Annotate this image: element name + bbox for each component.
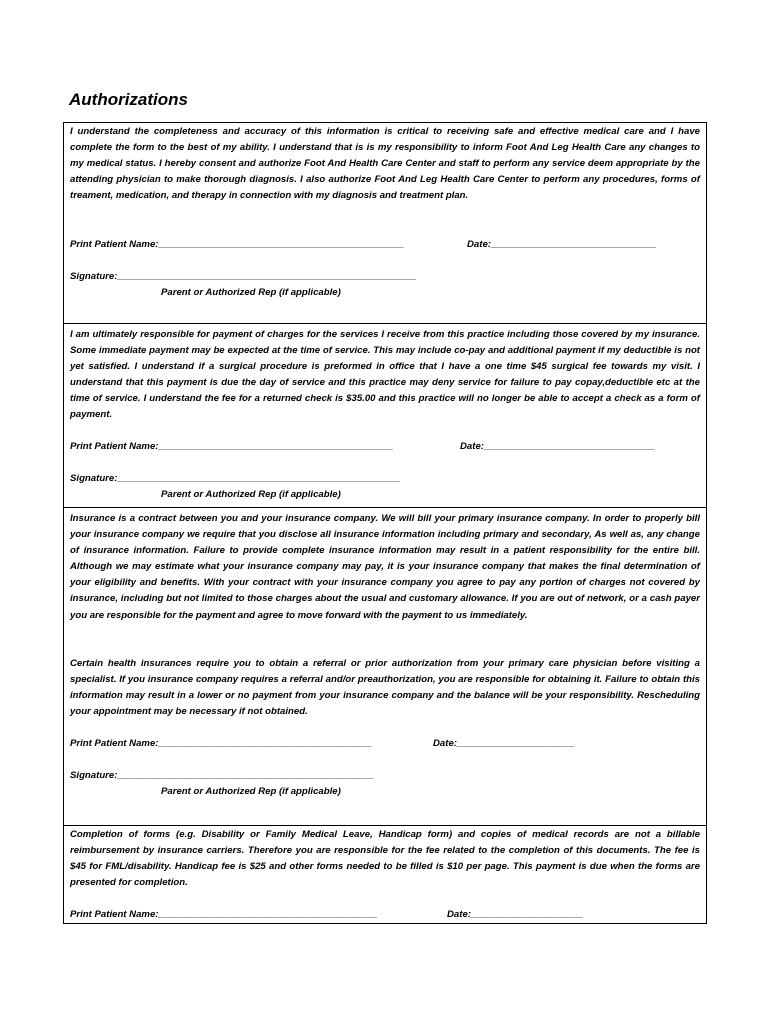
signature-field[interactable]: Signature:________________________________________________ — [70, 770, 374, 781]
forms-paragraph: Completion of forms (e.g. Disability or Family Medical Leave, Handicap form) and copies of medical records are not a billable reimbursement by insurance carriers. Therefore you are responsible for the fee related to the completion of this documents. The fee is $45 for FML/disability. Handicap fee is $25 and other forms needed to be filled is $10 per page. This payment is due when the forms are presented for completion. — [70, 829, 700, 889]
parent-rep-label: Parent or Authorized Rep (if applicable) — [161, 287, 341, 298]
parent-rep-label: Parent or Authorized Rep (if applicable) — [161, 786, 341, 797]
signature-field[interactable]: Signature:________________________________________________________ — [70, 271, 417, 282]
consent-section — [64, 123, 706, 324]
print-patient-name-field[interactable]: Print Patient Name:________________________________________ — [70, 738, 372, 749]
forms-section — [64, 826, 706, 923]
signature-field[interactable]: Signature:_____________________________________________________ — [70, 473, 401, 484]
parent-rep-label: Parent or Authorized Rep (if applicable) — [161, 489, 341, 500]
date-field[interactable]: Date:_______________________________ — [467, 239, 657, 250]
print-patient-name-field[interactable]: Print Patient Name:____________________________________________ — [70, 441, 394, 452]
authorization-form — [63, 122, 707, 924]
payment-paragraph: I am ultimately responsible for payment of charges for the services I receive from this practice including those covered by my insurance. Some immediate payment may be expected at the time of service. This may include co-pay and additional payment if my deductible is not yet satisfied. I understand if a surgical procedure is preformed in office that I have a one time $45 surgical fee towards my visit. I understand that this payment is due the day of service and this practice may deny service for failure to pay copay,deductible etc at the time of service. I understand the fee for a returned check is $35.00 and this practice will no longer be able to accept a check as a form of payment. — [70, 329, 700, 421]
consent-paragraph: I understand the completeness and accuracy of this information is critical to receiving safe and effective medical care and I have complete the form to the best of my ability. I understand that is is my responsibility to inform Foot And Leg Health Care any changes to my medical status. I hereby consent and authorize Foot And Health Care Center and staff to perform any service deem appropriate by the attending physician to make thorough diagnosis. I also authorize Foot And Leg Health Care Center to perform any procedures, forms of treament, medication, and therapy in connection with my diagnosis and treatment plan. — [70, 126, 700, 202]
payment-section — [64, 324, 706, 508]
date-field[interactable]: Date:________________________________ — [460, 441, 655, 452]
print-patient-name-field[interactable]: Print Patient Name:______________________________________________ — [70, 239, 404, 250]
referral-paragraph: Certain health insurances require you to obtain a referral or prior authorization from your primary care physician before visiting a specialist. If you insurance company requires a referral and/or preauthorization, you are responsible for obtaining it. Failure to obtain this information may result in a lower or no payment from your insurance company and the balance will be your responsibility. Rescheduling your appointment may be necessary if not obtained. — [70, 658, 700, 718]
date-field[interactable]: Date:______________________ — [433, 738, 575, 749]
page-title: Authorizations — [69, 90, 188, 109]
date-field[interactable]: Date:_____________________ — [447, 909, 584, 920]
print-patient-name-field[interactable]: Print Patient Name:_________________________________________ — [70, 909, 378, 920]
insurance-paragraph: Insurance is a contract between you and your insurance company. We will bill your primary insurance company. In order to properly bill your insurance company we require that you disclose all insurance information including primary and secondary, As well as, any change of insurance information. Failure to provide complete insurance information may result in a patient responsibility for the entire bill. Although we may estimate what your insurance company may pay, it is your insurance company that makes the final determination of your eligibility and benefits. With your contract with your insurance company you agree to pay any portion of charges not covered by insurance, including but not limited to those charges about the usual and customary allowance. If you are out of network, or a cash payer you are responsible for the payment and agree to move forward with the payment to us immediately. — [70, 513, 700, 621]
insurance-section — [64, 508, 706, 826]
